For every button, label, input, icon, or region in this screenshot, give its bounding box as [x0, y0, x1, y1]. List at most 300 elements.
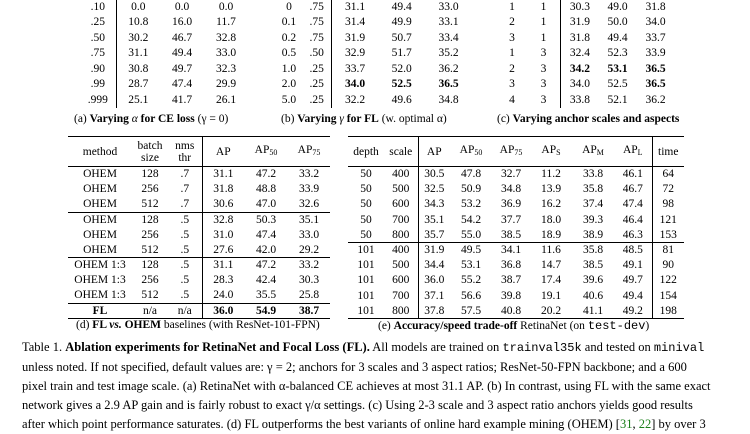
table-cell: 37.1 — [424, 289, 445, 302]
table-cell: 31.1 — [202, 258, 244, 273]
table-cell: 128 — [132, 258, 168, 273]
table-cell: 47.4 — [255, 228, 277, 241]
table-cell: 35.1 — [424, 213, 445, 226]
table-cell: 32.9 — [344, 47, 366, 60]
caption-a: (a) Varying α for CE loss (γ = 0) — [74, 113, 229, 125]
table-cell: 512 — [141, 243, 159, 256]
table-row — [80, 46, 248, 62]
table-cell: 31.1 — [213, 168, 234, 181]
table-cell: 0.0 — [131, 0, 146, 13]
caption-c: (c) Varying anchor scales and aspects — [497, 113, 680, 125]
table-cell: 53.2 — [460, 198, 482, 211]
th-ap50: $AP_{50}$ — [244, 137, 288, 167]
table-cell: 101 — [357, 259, 375, 272]
table-cell: 500 — [384, 258, 418, 273]
table-cell: OHEM 1:3 — [68, 258, 132, 273]
th-depth: depth — [348, 137, 384, 167]
table-cell: .25 — [302, 77, 332, 93]
table-cell: 52.1 — [607, 93, 628, 106]
table-cell: 40.8 — [492, 303, 530, 318]
table-cell: 800 — [384, 303, 418, 318]
th-batch: batch size — [132, 137, 168, 167]
table-cell: 4 — [509, 93, 515, 106]
table-cell: 101 — [357, 289, 375, 302]
table-cell: 700 — [384, 212, 418, 227]
table-cell: 55.0 — [460, 228, 482, 241]
table-cell: 36.9 — [500, 198, 522, 211]
table-row — [68, 273, 330, 288]
table-cell: 39.3 — [582, 213, 604, 226]
table-row — [348, 303, 684, 318]
caption-e: (e) Accuracy/speed trade-off RetinaNet (on test-dev) — [378, 319, 650, 333]
table-row — [68, 303, 330, 318]
table-cell: .7 — [168, 167, 202, 182]
table-cell: 37.7 — [500, 213, 522, 226]
table-row — [68, 242, 330, 257]
table-cell: 47.2 — [244, 258, 288, 273]
table-cell: 3 — [509, 31, 515, 44]
table-cell: 54.2 — [460, 213, 482, 226]
table-cell: 400 — [384, 242, 418, 257]
table-cell: 33.7 — [645, 31, 666, 44]
table-cell: 26.1 — [215, 93, 237, 106]
table-cell: 2 — [509, 16, 515, 29]
caption-b: (b) Varying γ for FL (w. optimal α) — [281, 113, 447, 125]
table-cell: 41.1 — [572, 303, 614, 318]
table-cell: 31.8 — [645, 0, 666, 13]
table-cell: 35.2 — [438, 47, 459, 60]
table-cell: 34.0 — [344, 78, 366, 91]
table-row — [68, 258, 330, 273]
table-cell: 50 — [360, 228, 372, 241]
table-row — [68, 197, 330, 212]
table-cell: 33.9 — [645, 47, 666, 60]
table-cell: 512 — [141, 198, 159, 211]
table-row — [348, 258, 684, 273]
table-cell: 37.4 — [582, 198, 604, 211]
table-cell: OHEM — [83, 198, 117, 211]
table-row — [497, 92, 675, 108]
table-cell: 33.0 — [438, 0, 459, 13]
table-cell: 52.3 — [607, 47, 628, 60]
table-cell: 34.0 — [569, 78, 590, 91]
table-row — [80, 15, 248, 31]
table-cell: 1 — [527, 30, 561, 46]
table-row — [276, 46, 472, 62]
table-cell: 1 — [509, 47, 515, 60]
table-cell: .25 — [80, 15, 116, 31]
table-cell: 512 — [141, 289, 159, 302]
table-row — [68, 167, 330, 182]
table-cell: 42.4 — [255, 274, 277, 287]
caption-line-3: pixel train and test image scale. (a) RetinaNet with α-balanced CE achieves at most 31.1 AP. (b) In contrast, using FL with the same exact — [22, 379, 711, 393]
table-cell: 49.4 — [614, 288, 652, 303]
table-cell: 50.7 — [391, 31, 412, 44]
table-cell: 32.8 — [215, 31, 237, 44]
table-cell: OHEM — [83, 183, 117, 196]
table-cell: 33.8 — [582, 168, 604, 181]
table-cell: 700 — [384, 288, 418, 303]
table-cell: 198 — [652, 303, 684, 318]
table-cell: 81 — [652, 242, 684, 257]
citation-31[interactable]: 31 — [619, 417, 633, 431]
table-cell: 32.3 — [215, 62, 237, 75]
table-row — [348, 273, 684, 288]
table-cell: 256 — [141, 183, 159, 196]
th-ap75: $AP_{75}$ — [288, 137, 330, 167]
table-cell: 50 — [360, 198, 372, 211]
table-row — [80, 92, 248, 108]
table-cell: 3 — [527, 92, 561, 108]
table-cell: 52.0 — [391, 62, 412, 75]
table-row — [348, 288, 684, 303]
table-cell: 29.2 — [298, 243, 320, 256]
table-cell: OHEM — [83, 243, 117, 256]
table-cell: 30.3 — [569, 0, 590, 13]
table-cell: 600 — [384, 273, 418, 288]
table-cell: 36.5 — [438, 78, 459, 91]
table-cell: 31.9 — [344, 31, 366, 44]
table-cell: .5 — [168, 288, 202, 303]
th-aps: $AP_S$ — [530, 137, 572, 167]
table-cell: 27.6 — [213, 243, 234, 256]
table-cell: 1.0 — [281, 62, 297, 75]
table-cell: 37.8 — [418, 303, 450, 318]
table-cell: 47.8 — [460, 168, 482, 181]
table-cell: 39.6 — [582, 274, 604, 287]
table-cell: 49.7 — [171, 62, 193, 75]
table-row — [348, 227, 684, 242]
table-cell: 36.0 — [202, 303, 244, 318]
table-cell: OHEM — [68, 212, 132, 227]
table-cell: 154 — [659, 289, 677, 302]
table-cell: 50.0 — [607, 16, 628, 29]
table-cell: .50 — [302, 46, 332, 62]
table-cell: 38.9 — [582, 228, 604, 241]
table-cell: 46.7 — [171, 31, 193, 44]
table-cell: .75 — [80, 46, 116, 62]
table-cell: 34.4 — [424, 259, 445, 272]
table-d — [68, 136, 330, 319]
table-cell: 30.5 — [424, 168, 445, 181]
table-cell: 0.0 — [174, 0, 190, 13]
table-cell: 101 — [348, 303, 384, 318]
table-cell: 10.8 — [128, 16, 149, 29]
table-cell: 53.1 — [460, 259, 482, 272]
table-cell: .25 — [302, 61, 332, 77]
caption-line-2: unless noted. If not specified, default values are: γ = 2; anchors for 3 scales and 3 aspect ratios; ResNet-50-FPN backbone; and a 600 — [22, 360, 687, 374]
table-cell: 49.4 — [391, 0, 412, 13]
table-cell: 3 — [509, 78, 515, 91]
th-ap: AP — [202, 137, 244, 167]
table-cell: 98 — [662, 198, 674, 211]
table-cell: 600 — [384, 197, 418, 212]
table-cell: 33.4 — [438, 31, 459, 44]
caption-line-1: Table 1. Ablation experiments for RetinaNet and Focal Loss (FL). All models are trained on trainval35k and tested on minival — [22, 340, 705, 355]
table-cell: .5 — [168, 273, 202, 288]
table-cell: 38.7 — [288, 303, 330, 318]
table-cell: .99 — [80, 77, 116, 93]
table-cell: 19.1 — [540, 289, 562, 302]
table-cell: 16.2 — [540, 198, 562, 211]
table-cell: .5 — [168, 258, 202, 273]
table-cell: 11.2 — [541, 168, 561, 181]
table-cell: 49.1 — [614, 258, 652, 273]
table-cell: 90 — [662, 259, 674, 272]
table-cell: 47.4 — [614, 197, 652, 212]
table-cell: 64 — [662, 168, 674, 181]
table-cell: 32.8 — [202, 212, 244, 227]
table-cell: 39.8 — [500, 289, 522, 302]
table-cell: 33.7 — [344, 62, 366, 75]
table-cell: 49.6 — [391, 93, 412, 106]
table-cell: 38.5 — [500, 228, 522, 241]
table-cell: n/a — [168, 303, 202, 318]
table-cell: 18.9 — [540, 228, 562, 241]
table-cell: 50 — [360, 168, 372, 181]
table-cell: 36.2 — [438, 62, 459, 75]
table-cell: 0.1 — [281, 16, 297, 29]
table-cell: 51.7 — [391, 47, 412, 60]
table-cell: .75 — [302, 0, 332, 15]
table-row — [276, 92, 472, 108]
table-cell: 29.9 — [215, 78, 237, 91]
table-cell: 34.2 — [569, 62, 590, 75]
table-cell: .90 — [80, 61, 116, 77]
table-cell: 35.8 — [582, 183, 604, 196]
table-cell: 31.4 — [344, 16, 366, 29]
table-cell: 36.5 — [645, 78, 666, 91]
table-row — [497, 15, 675, 31]
table-cell: 53.1 — [607, 62, 628, 75]
table-row — [497, 0, 675, 15]
table-row — [68, 182, 330, 197]
table-cell: 72 — [662, 183, 674, 196]
table-cell: 46.3 — [614, 227, 652, 242]
table-cell: n/a — [132, 303, 168, 318]
th-scale: scale — [384, 137, 418, 167]
table-cell: 34.1 — [492, 242, 530, 257]
table-row — [68, 288, 330, 303]
table-e — [348, 136, 684, 319]
table-cell: 11.6 — [530, 242, 572, 257]
table-cell: 31.9 — [569, 16, 590, 29]
table-cell: 28.3 — [213, 274, 234, 287]
table-cell: 128 — [132, 212, 168, 227]
main-caption — [22, 338, 744, 434]
table-cell: .7 — [168, 197, 202, 212]
table-cell: 49.7 — [614, 273, 652, 288]
table-c — [497, 0, 675, 108]
table-cell: 35.7 — [424, 228, 445, 241]
table-cell: 5.0 — [281, 93, 297, 106]
table-cell: .75 — [302, 15, 332, 31]
table-cell: 18.0 — [540, 213, 562, 226]
table-cell: .50 — [80, 30, 116, 46]
table-cell: 1 — [509, 0, 515, 13]
table-cell: 101 — [357, 274, 375, 287]
caption-line-4: network gives a 2.9 AP gain and is fairly robust to exact γ/α settings. (c) Using 2-3 scale and 3 aspect ratio anchors yields good results — [22, 398, 693, 412]
table-cell: 13.9 — [540, 183, 562, 196]
table-cell: 3 — [527, 77, 561, 93]
table-cell: OHEM — [83, 228, 117, 241]
table-cell: 30.3 — [298, 274, 320, 287]
table-cell: 38.7 — [500, 274, 522, 287]
table-cell: 400 — [384, 167, 418, 182]
table-row — [68, 212, 330, 227]
table-row — [497, 77, 675, 93]
table-cell: 36.5 — [645, 62, 666, 75]
table-cell: 31.9 — [418, 242, 450, 257]
table-cell: 33.9 — [298, 183, 320, 196]
table-cell: 49.9 — [391, 16, 412, 29]
table-cell: 1 — [527, 15, 561, 31]
table-cell: 54.9 — [244, 303, 288, 318]
table-cell: 2 — [509, 62, 515, 75]
table-row — [497, 30, 675, 46]
table-cell: 31.8 — [569, 31, 590, 44]
table-cell: OHEM 1:3 — [74, 274, 126, 287]
table-cell: 32.6 — [298, 198, 320, 211]
table-cell: 50 — [360, 183, 372, 196]
table-cell: 500 — [384, 182, 418, 197]
table-cell: 122 — [659, 274, 677, 287]
table-cell: 32.7 — [500, 168, 522, 181]
table-cell: FL — [68, 303, 132, 318]
table-cell: 35.5 — [255, 289, 277, 302]
table-cell: 24.0 — [213, 289, 234, 302]
table-cell: 49.4 — [607, 31, 628, 44]
table-row — [276, 61, 472, 77]
table-cell: 14.7 — [540, 259, 562, 272]
table-cell: 0.2 — [281, 31, 297, 44]
table-cell: 17.4 — [540, 274, 562, 287]
table-cell: 34.8 — [500, 183, 522, 196]
table-cell: 49.5 — [450, 242, 492, 257]
table-cell: 31.1 — [128, 47, 149, 60]
table-cell: OHEM 1:3 — [74, 289, 126, 302]
table-cell: 52.5 — [607, 78, 628, 91]
table-cell: 0 — [286, 0, 292, 13]
table-cell: 46.7 — [614, 182, 652, 197]
table-cell: 31.1 — [344, 0, 366, 13]
table-cell: 47.4 — [171, 78, 193, 91]
table-cell: 57.5 — [450, 303, 492, 318]
th-apl: $AP_L$ — [614, 137, 652, 167]
table-cell: 46.4 — [614, 212, 652, 227]
table-cell: 47.0 — [255, 198, 277, 211]
table-cell: 2.0 — [281, 78, 297, 91]
table-cell: 256 — [141, 274, 159, 287]
caption-d: (d) FL vs. OHEM baselines (with ResNet-101-FPN) — [76, 319, 320, 331]
th-method: method — [68, 137, 132, 167]
table-row — [497, 61, 675, 77]
table-cell: 33.2 — [288, 258, 330, 273]
table-cell: 35.1 — [288, 212, 330, 227]
table-cell: 33.8 — [569, 93, 590, 106]
table-cell: 32.5 — [424, 183, 445, 196]
table-cell: 33.1 — [438, 16, 459, 29]
table-cell: 34.0 — [645, 16, 666, 29]
table-cell: OHEM — [83, 168, 117, 181]
table-cell: 49.4 — [171, 47, 193, 60]
table-cell: 35.8 — [572, 242, 614, 257]
table-cell: 101 — [348, 242, 384, 257]
table-row — [348, 242, 684, 257]
th-time: time — [652, 137, 684, 167]
table-cell: .25 — [302, 92, 332, 108]
table-row — [348, 197, 684, 212]
table-cell: 30.6 — [213, 198, 234, 211]
table-cell: .999 — [80, 92, 116, 108]
table-cell: 0.5 — [281, 47, 297, 60]
table-cell: 256 — [141, 228, 159, 241]
table-cell: 32.2 — [344, 93, 366, 106]
table-cell: 30.8 — [128, 62, 149, 75]
table-row — [80, 0, 248, 15]
table-cell: .5 — [168, 227, 202, 242]
th-ap50: $AP_{50}$ — [450, 137, 492, 167]
th-nms: nms thr — [168, 137, 202, 167]
table-cell: 31.0 — [213, 228, 234, 241]
table-cell: 25.1 — [128, 93, 149, 106]
table-cell: 56.6 — [460, 289, 482, 302]
table-cell: .5 — [168, 212, 202, 227]
table-cell: 0.0 — [218, 0, 234, 13]
table-row — [80, 77, 248, 93]
table-cell: 42.0 — [255, 243, 277, 256]
table-cell: 34.8 — [438, 93, 459, 106]
table-cell: .7 — [168, 182, 202, 197]
th-ap: AP — [418, 137, 450, 167]
table-cell: 36.8 — [500, 259, 522, 272]
table-cell: 46.1 — [614, 167, 652, 182]
table-cell: 49.2 — [614, 303, 652, 318]
table-cell: 3 — [527, 61, 561, 77]
table-row — [497, 46, 675, 62]
table-cell: 121 — [659, 213, 677, 226]
table-cell: 50.9 — [460, 183, 482, 196]
citation-22[interactable]: 22 — [638, 417, 652, 431]
table-cell: 11.7 — [216, 16, 236, 29]
table-cell: 34.3 — [424, 198, 445, 211]
table-cell: 33.0 — [215, 47, 237, 60]
table-row — [276, 15, 472, 31]
table-cell: 55.2 — [460, 274, 482, 287]
table-cell: 20.2 — [530, 303, 572, 318]
table-b — [276, 0, 472, 108]
table-row — [80, 61, 248, 77]
table-row — [276, 0, 472, 15]
table-cell: 31.8 — [213, 183, 234, 196]
table-cell: 1 — [527, 0, 561, 15]
table-cell: .5 — [168, 242, 202, 257]
table-cell: 50 — [360, 213, 372, 226]
table-cell: 38.5 — [582, 259, 604, 272]
table-cell: 153 — [659, 228, 677, 241]
th-ap75: $AP_{75}$ — [492, 137, 530, 167]
table-cell: 52.5 — [391, 78, 412, 91]
table-cell: 3 — [527, 46, 561, 62]
table-row — [348, 167, 684, 182]
table-row — [68, 227, 330, 242]
table-cell: 25.8 — [298, 289, 320, 302]
table-cell: 32.4 — [569, 47, 590, 60]
table-cell: 49.0 — [607, 0, 628, 13]
table-cell: .10 — [80, 0, 116, 15]
table-cell: .75 — [302, 30, 332, 46]
table-row — [348, 212, 684, 227]
